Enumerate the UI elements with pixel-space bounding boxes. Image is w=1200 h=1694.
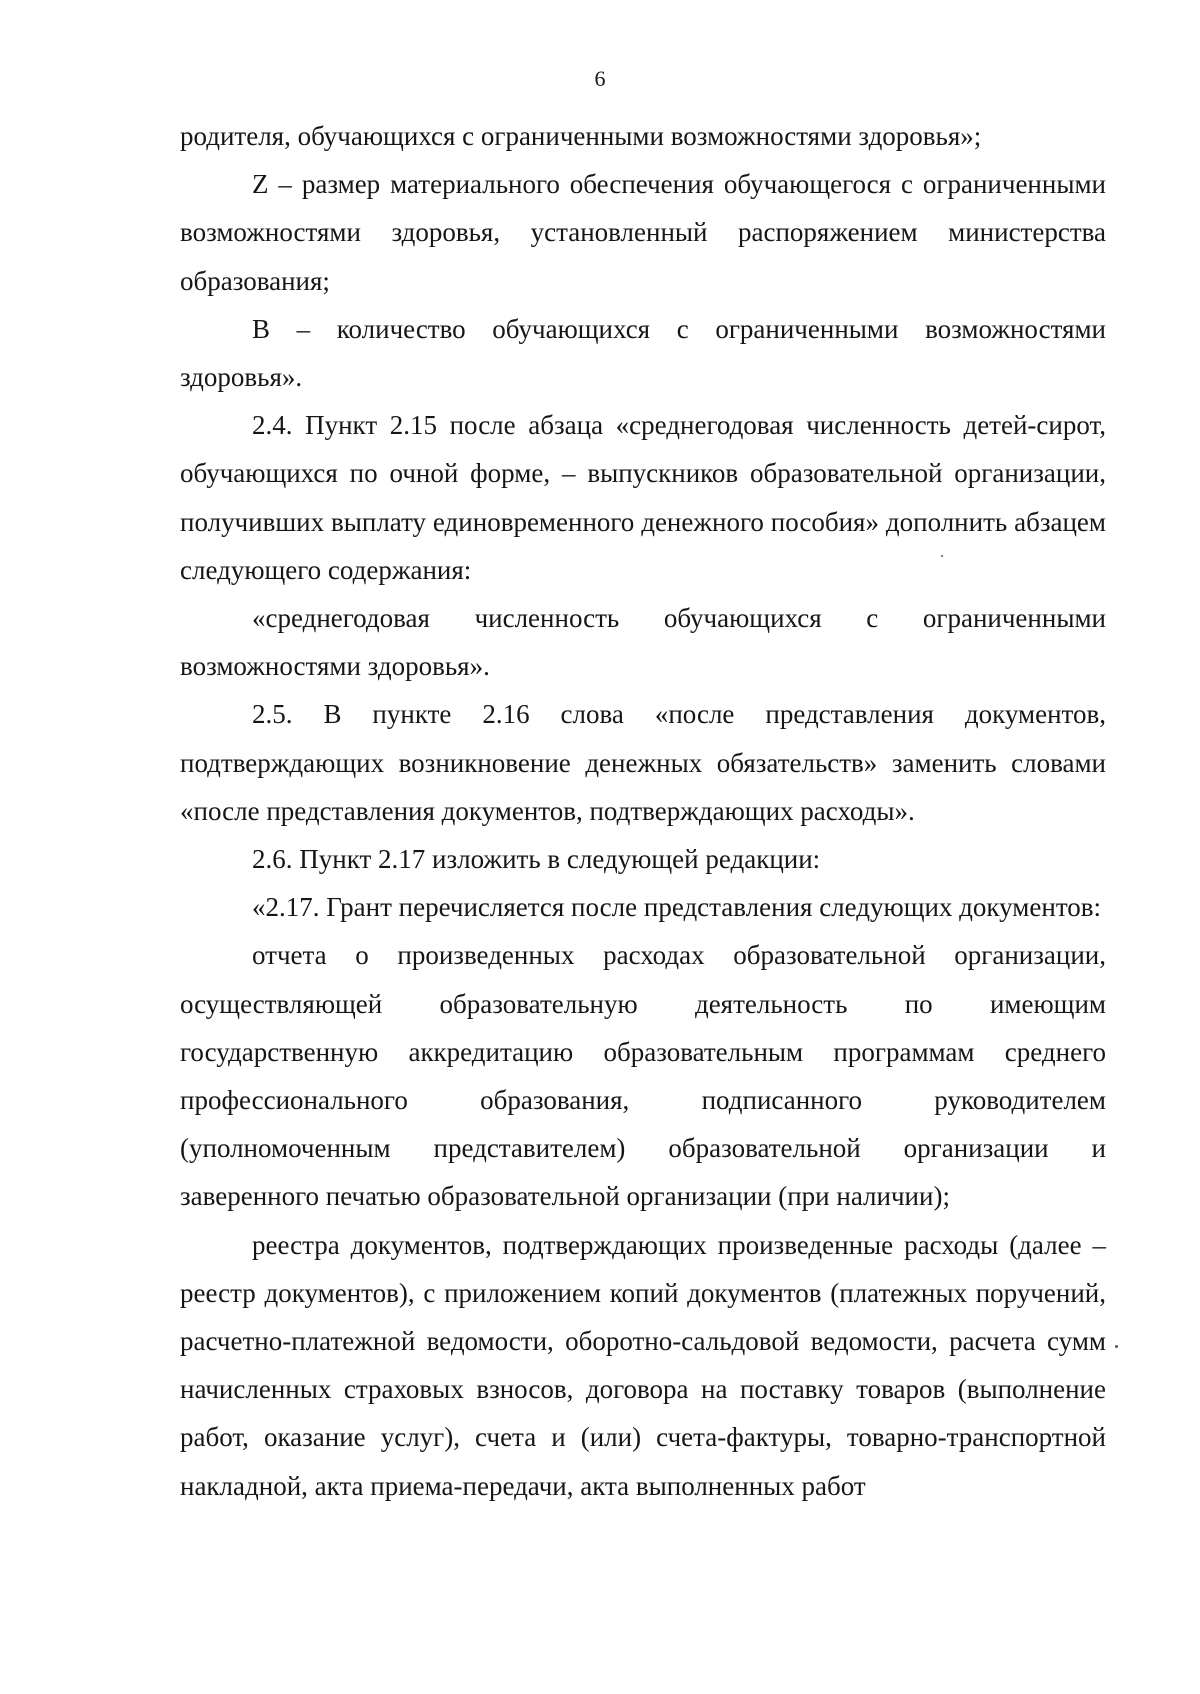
scan-speck xyxy=(1115,1345,1118,1348)
paragraph-9: отчета о произведенных расходах образовательной организации, осуществляющей образовательную деятельность по имеющим государственную аккредитацию образовательным программам среднего профессионального образования, подписанного руководителем (уполномоченным представителем) образовательной организации и заверенного печатью образовательной организации (при наличии); xyxy=(180,940,1106,1212)
page-number: 6 xyxy=(594,66,606,91)
paragraph-10: реестра документов, подтверждающих произведенные расходы (далее – реестр документов), с приложением копий документов (платежных поручений, расчетно-платежной ведомости, оборотно-сальдовой ведомости, расчета сумм начисленных страховых взносов, договора на поставку товаров (выполнение работ, оказание услуг), счета и (или) счета-фактуры, товарно-транспортной накладной, акта приема-передачи, акта выполненных работ xyxy=(180,1229,1106,1501)
paragraph-1: родителя, обучающихся с ограниченными возможностями здоровья»; xyxy=(180,121,982,151)
paragraph-7: 2.6. Пункт 2.17 изложить в следующей редакции: xyxy=(252,844,821,875)
paragraph-3: В – количество обучающихся с ограниченными возможностями здоровья». xyxy=(180,313,1106,393)
document-body xyxy=(180,112,1106,1510)
paragraph-4: 2.4. Пункт 2.15 после абзаца «среднегодовая численность детей-сирот, обучающихся по очной форме, – выпускников образовательной организации, получивших выплату единовременного денежного пособия» дополнить абзацем следующего содержания: xyxy=(180,410,1106,585)
paragraph-5: «среднегодовая численность обучающихся с ограниченными возможностями здоровья». xyxy=(180,603,1106,682)
paragraph-8: «2.17. Грант перечисляется после представления следующих документов: xyxy=(252,892,1102,923)
paragraph-2: Z – размер материального обеспечения обучающегося с ограниченными возможностями здоровья, установленный распоряжением министерства образования; xyxy=(180,169,1106,296)
paragraph-6: 2.5. В пункте 2.16 слова «после представления документов, подтверждающих возникновение денежных обязательств» заменить словами «после представления документов, подтверждающих расходы». xyxy=(180,699,1106,826)
scan-speck xyxy=(941,555,943,557)
